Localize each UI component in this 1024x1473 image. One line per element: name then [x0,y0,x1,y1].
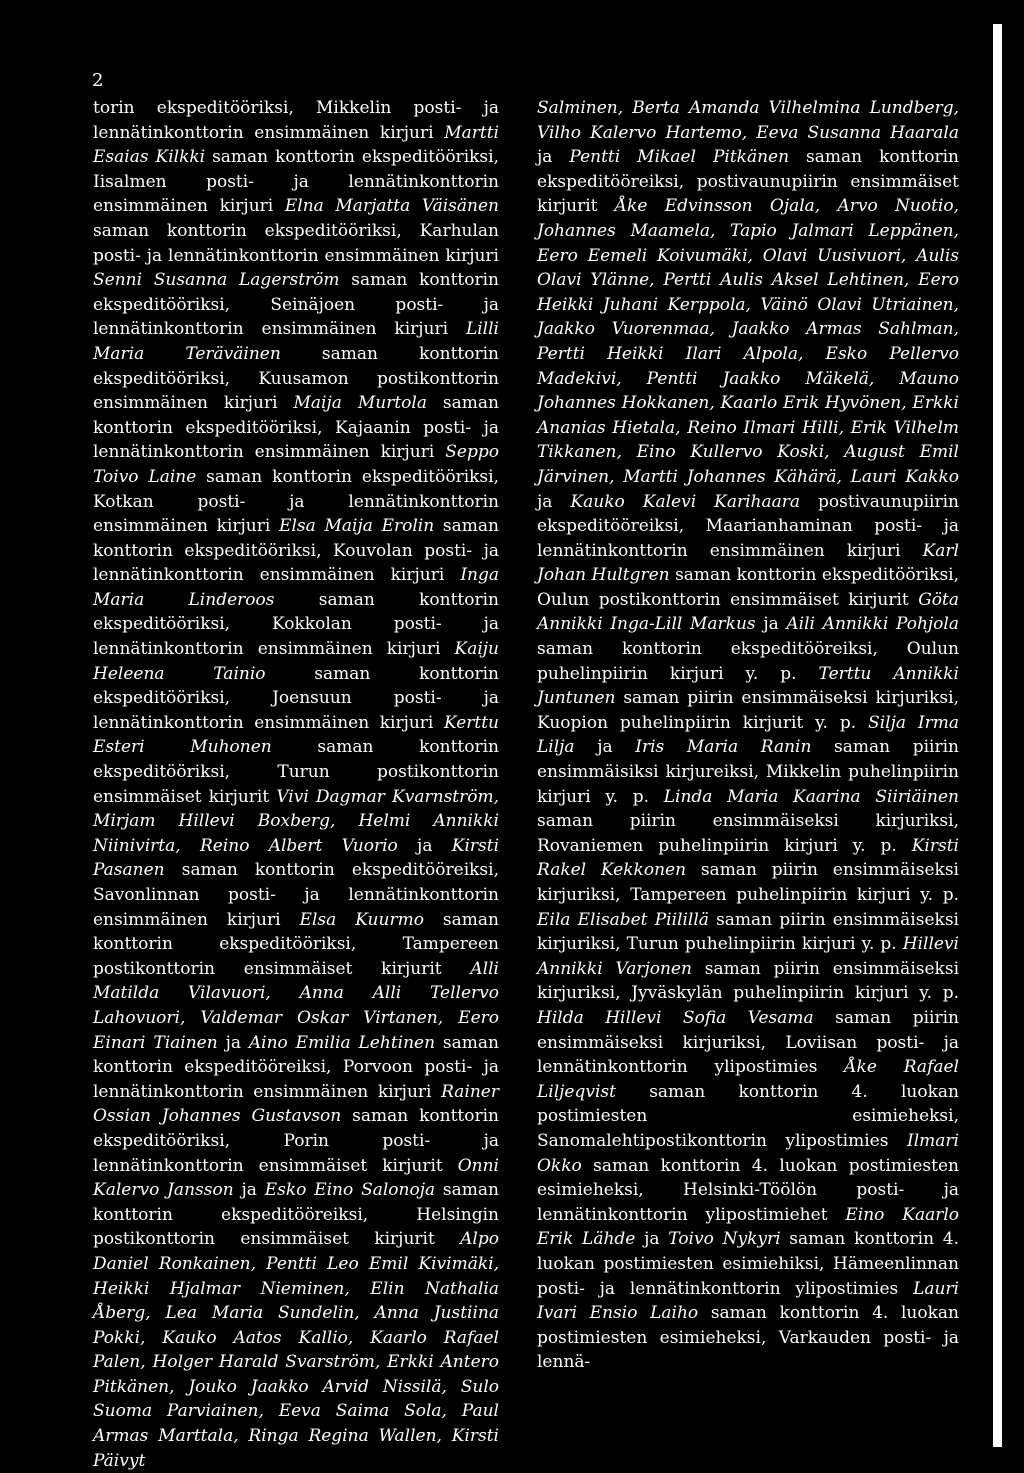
person-name: Karl Johan Hultgren [537,540,959,586]
text-run: saman piirin ensimmäiseksi kirjuriksi, Loviisan posti- ja lennätinkonttorin ylipostimies [537,1007,960,1078]
person-name: Kirsti Pasanen [93,835,500,881]
text-run: ja [574,737,636,758]
person-name: Senni Susanna Lagerström [93,270,340,291]
column-paragraph [537,96,959,1375]
text-run: saman piirin ensimmäisiksi kirjureiksi, Mikkelin puhelinpiirin kirjuri y. p. [537,737,960,807]
text-run: saman konttorin ekspeditööreiksi, Savonlinnan posti- ja lennätinkonttorin ensimmäinen kirjuri [93,860,499,930]
person-name: Vivi Dagmar Kvarnström, Mirjam Hillevi Boxberg, Helmi Annikki Niinivirta, Reino Albert Vuorio [93,786,500,856]
text-run: saman konttorin ekspeditööreiksi, Porvoon posti- ja lennätinkonttorin ensimmäinen kirjuri [93,1032,499,1102]
text-run: saman konttorin ekspeditööriksi, Karhulan posti- ja lennätinkonttorin ensimmäinen kirjuri [93,220,499,266]
text-run: saman konttorin ekspeditööriksi, Tampereen postikonttorin ensimmäiset kirjurit [93,909,499,979]
text-run: saman konttorin ekspeditööriksi, Turun postikonttorin ensimmäiset kirjurit [93,737,499,807]
person-name: Ilmari Okko [537,1130,959,1176]
text-run: saman konttorin ekspeditööriksi, Porin posti- ja lennätinkonttorin ensimmäiset kirjurit [93,1106,499,1176]
text-run: saman konttorin 4. luokan postimiesten esimieheksi, Varkauden posti- ja lennä- [537,1303,959,1373]
person-name: Salminen, Berta Amanda Vilhelmina Lundberg, Vilho Kalervo Hartemo, Eeva Susanna Haarala [537,98,959,143]
page-number: 2 [92,70,104,91]
text-column-right [537,96,960,1373]
text-run: saman konttorin ekspeditööreiksi, Helsingin postikonttorin ensimmäiset kirjurit [93,1180,499,1250]
person-name: Toivo Nykyri [668,1229,781,1250]
scan-edge-strip [993,24,1002,1447]
person-name: Martti Esaias Kilkki [93,122,499,168]
text-run: ja [397,835,452,856]
person-name: Alpo Daniel Ronkainen, Pentti Leo Emil Kivimäki, Heikki Hjalmar Nieminen, Elin Nathalia Åberg, Lea Maria Sundelin, Anna Justiina Pokki, Kauko Aatos Kallio, Kaarlo Rafael Palen, Holger Harald Svarström, Erkki Antero Pitkänen, Jouko Jaakko Arvid Nissilä, Sulo Suoma Parviainen, Eeva Saima Sola, Paul Armas Marttala, Ringa Regina Wallen, Kirsti Päivyt [93,1229,499,1471]
person-name: Åke Edvinsson Ojala, Arvo Nuotio, Johannes Maamela, Tapio Jalmari Leppänen, Eero Eemeli Koivumäki, Olavi Uusivuori, Aulis Olavi Ylänne, Pertti Aulis Aksel Lehtinen, Eero Heikki Juhani Kerppola, Väinö Olavi Utriainen, Jaakko Vuorenmaa, Jaakko Armas Sahlman, Pertti Heikki Ilari Alpola, Esko Pellervo Madekivi, Pentti Jaakko Mäkelä, Mauno Johannes Hokkanen, Kaarlo Erik Hyvönen, Erkki Ananias Hietala, Reino Ilmari Hilli, Erik Vilhelm Tikkanen, Eino Kullervo Koski, August Emil Järvinen, Martti Johannes Kähärä, Lauri Kakko [537,196,959,487]
person-name: Elna Marjatta Väisänen [284,196,499,217]
person-name: Alli Matilda Vilavuori, Anna Alli Tellervo Lahovuori, Valdemar Oskar Virtanen, Eero Einari Tiainen [93,958,499,1053]
person-name: Kerttu Esteri Muhonen [93,712,499,758]
text-run: saman konttorin ekspeditööreiksi, postivaunupiirin ensimmäiset kirjurit [537,147,959,217]
person-name: Iris Maria Ranin [635,737,812,758]
text-run: ja [537,147,570,168]
text-run: saman piirin ensimmäiseksi kirjuriksi, Tampereen puhelinpiirin kirjuri y. p. [537,860,959,905]
text-run: saman konttorin ekspeditööriksi, Kajaanin posti- ja lennätinkonttorin ensimmäinen kirjuri [93,393,499,463]
text-run: saman piirin ensimmäiseksi kirjuriksi, Rovaniemen puhelinpiirin kirjuri y. p. [537,811,959,856]
text-run: saman konttorin ekspeditööriksi, Kotkan posti- ja lennätinkonttorin ensimmäinen kirjuri [93,466,499,537]
person-name: Hilda Hillevi Sofia Vesama [537,1007,814,1028]
person-name: Pentti Mikael Pitkänen [569,147,790,168]
text-run: saman konttorin ekspeditööriksi, Oulun postikonttorin ensimmäiset kirjurit [537,565,960,610]
text-run: ja [755,614,787,635]
text-run: ja [233,1180,265,1201]
person-name: Göta Annikki Inga-Lill Markus [537,589,959,635]
text-run: saman piirin ensimmäiseksi kirjuriksi, Kuopion puhelinpiirin kirjurit y. p. [537,688,959,733]
person-name: Elsa Maija Erolin [279,516,435,537]
text-run: saman piirin ensimmäiseksi kirjuriksi, Turun puhelinpiirin kirjuri y. p. [537,909,959,955]
person-name: Aino Emilia Lehtinen [248,1032,436,1053]
text-run: saman konttorin ekspeditööriksi, Iisalmen posti- ja lennätinkonttorin ensimmäinen kirjuri [93,147,499,217]
text-run: saman konttorin ekspeditööriksi, Kokkolan posti- ja lennätinkonttorin ensimmäinen kirjuri [93,589,499,660]
person-name: Maija Murtola [293,393,427,414]
text-run: saman konttorin ekspeditööreiksi, Oulun puhelinpiirin kirjuri y. p. [537,639,959,684]
person-name: Terttu Annikki Juntunen [537,663,959,709]
person-name: Kauko Kalevi Karihaara [570,491,801,512]
column-paragraph [93,96,499,1473]
person-name: Kirsti Rakel Kekkonen [537,835,959,881]
text-run: saman konttorin 4. luokan postimiesten esimieheksi, Sanomalehtipostikonttorin ylipostimies [537,1081,959,1151]
text-run: saman piirin ensimmäiseksi kirjuriksi, Jyväskylän puhelinpiirin kirjuri y. p. [537,958,959,1004]
person-name: Inga Maria Linderoos [93,565,499,610]
text-run: ja [635,1229,669,1250]
person-name: Lilli Maria Teräväinen [93,319,499,364]
person-name: Hillevi Annikki Varjonen [537,934,959,979]
text-run: saman konttorin ekspeditööriksi, Kouvolan posti- ja lennätinkonttorin ensimmäinen kirjuri [93,516,499,586]
person-name: Eino Kaarlo Erik Lähde [537,1204,960,1250]
text-run: torin ekspeditööriksi, Mikkelin posti- ja lennätinkonttorin ensimmäinen kirjuri [93,98,499,143]
text-run: saman konttorin ekspeditööriksi, Joensuun posti- ja lennätinkonttorin ensimmäinen kirjuri [93,663,499,733]
text-run: saman konttorin 4. luokan postimiesten esimieheksi, Helsinki-Töölön posti- ja lennätinkonttorin ylipostimiehet [537,1155,959,1225]
person-name: Esko Eino Salonoja [264,1180,436,1201]
text-run: ja [537,491,571,512]
text-run: ja [217,1032,249,1053]
text-run: saman konttorin ekspeditööriksi, Seinäjoen posti- ja lennätinkonttorin ensimmäinen kirjuri [93,270,499,340]
person-name: Kaiju Heleena Tainio [93,639,499,684]
person-name: Linda Maria Kaarina Siiriäinen [663,786,959,807]
text-run: saman konttorin 4. luokan postimiesten esimiehiksi, Hämeenlinnan posti- ja lennätinkonttorin ylipostimies [537,1229,960,1299]
person-name: Seppo Toivo Laine [93,442,499,487]
person-name: Silja Irma Lilja [537,712,959,758]
text-run: saman konttorin ekspeditööriksi, Kuusamon postikonttorin ensimmäinen kirjuri [93,343,499,414]
person-name: Onni Kalervo Jansson [93,1155,499,1201]
text-run: postivaunupiirin ekspeditööreiksi, Maarianhaminan posti- ja lennätinkonttorin ensimmäinen kirjuri [537,491,959,561]
person-name: Åke Rafael Liljeqvist [537,1057,959,1102]
person-name: Elsa Kuurmo [299,909,424,930]
person-name: Eila Elisabet Piilillä [537,909,709,930]
text-column-left [93,96,500,1471]
person-name: Lauri Ivari Ensio Laiho [537,1278,959,1324]
person-name: Aili Annikki Pohjola [786,614,959,635]
person-name: Rainer Ossian Johannes Gustavson [93,1081,499,1127]
